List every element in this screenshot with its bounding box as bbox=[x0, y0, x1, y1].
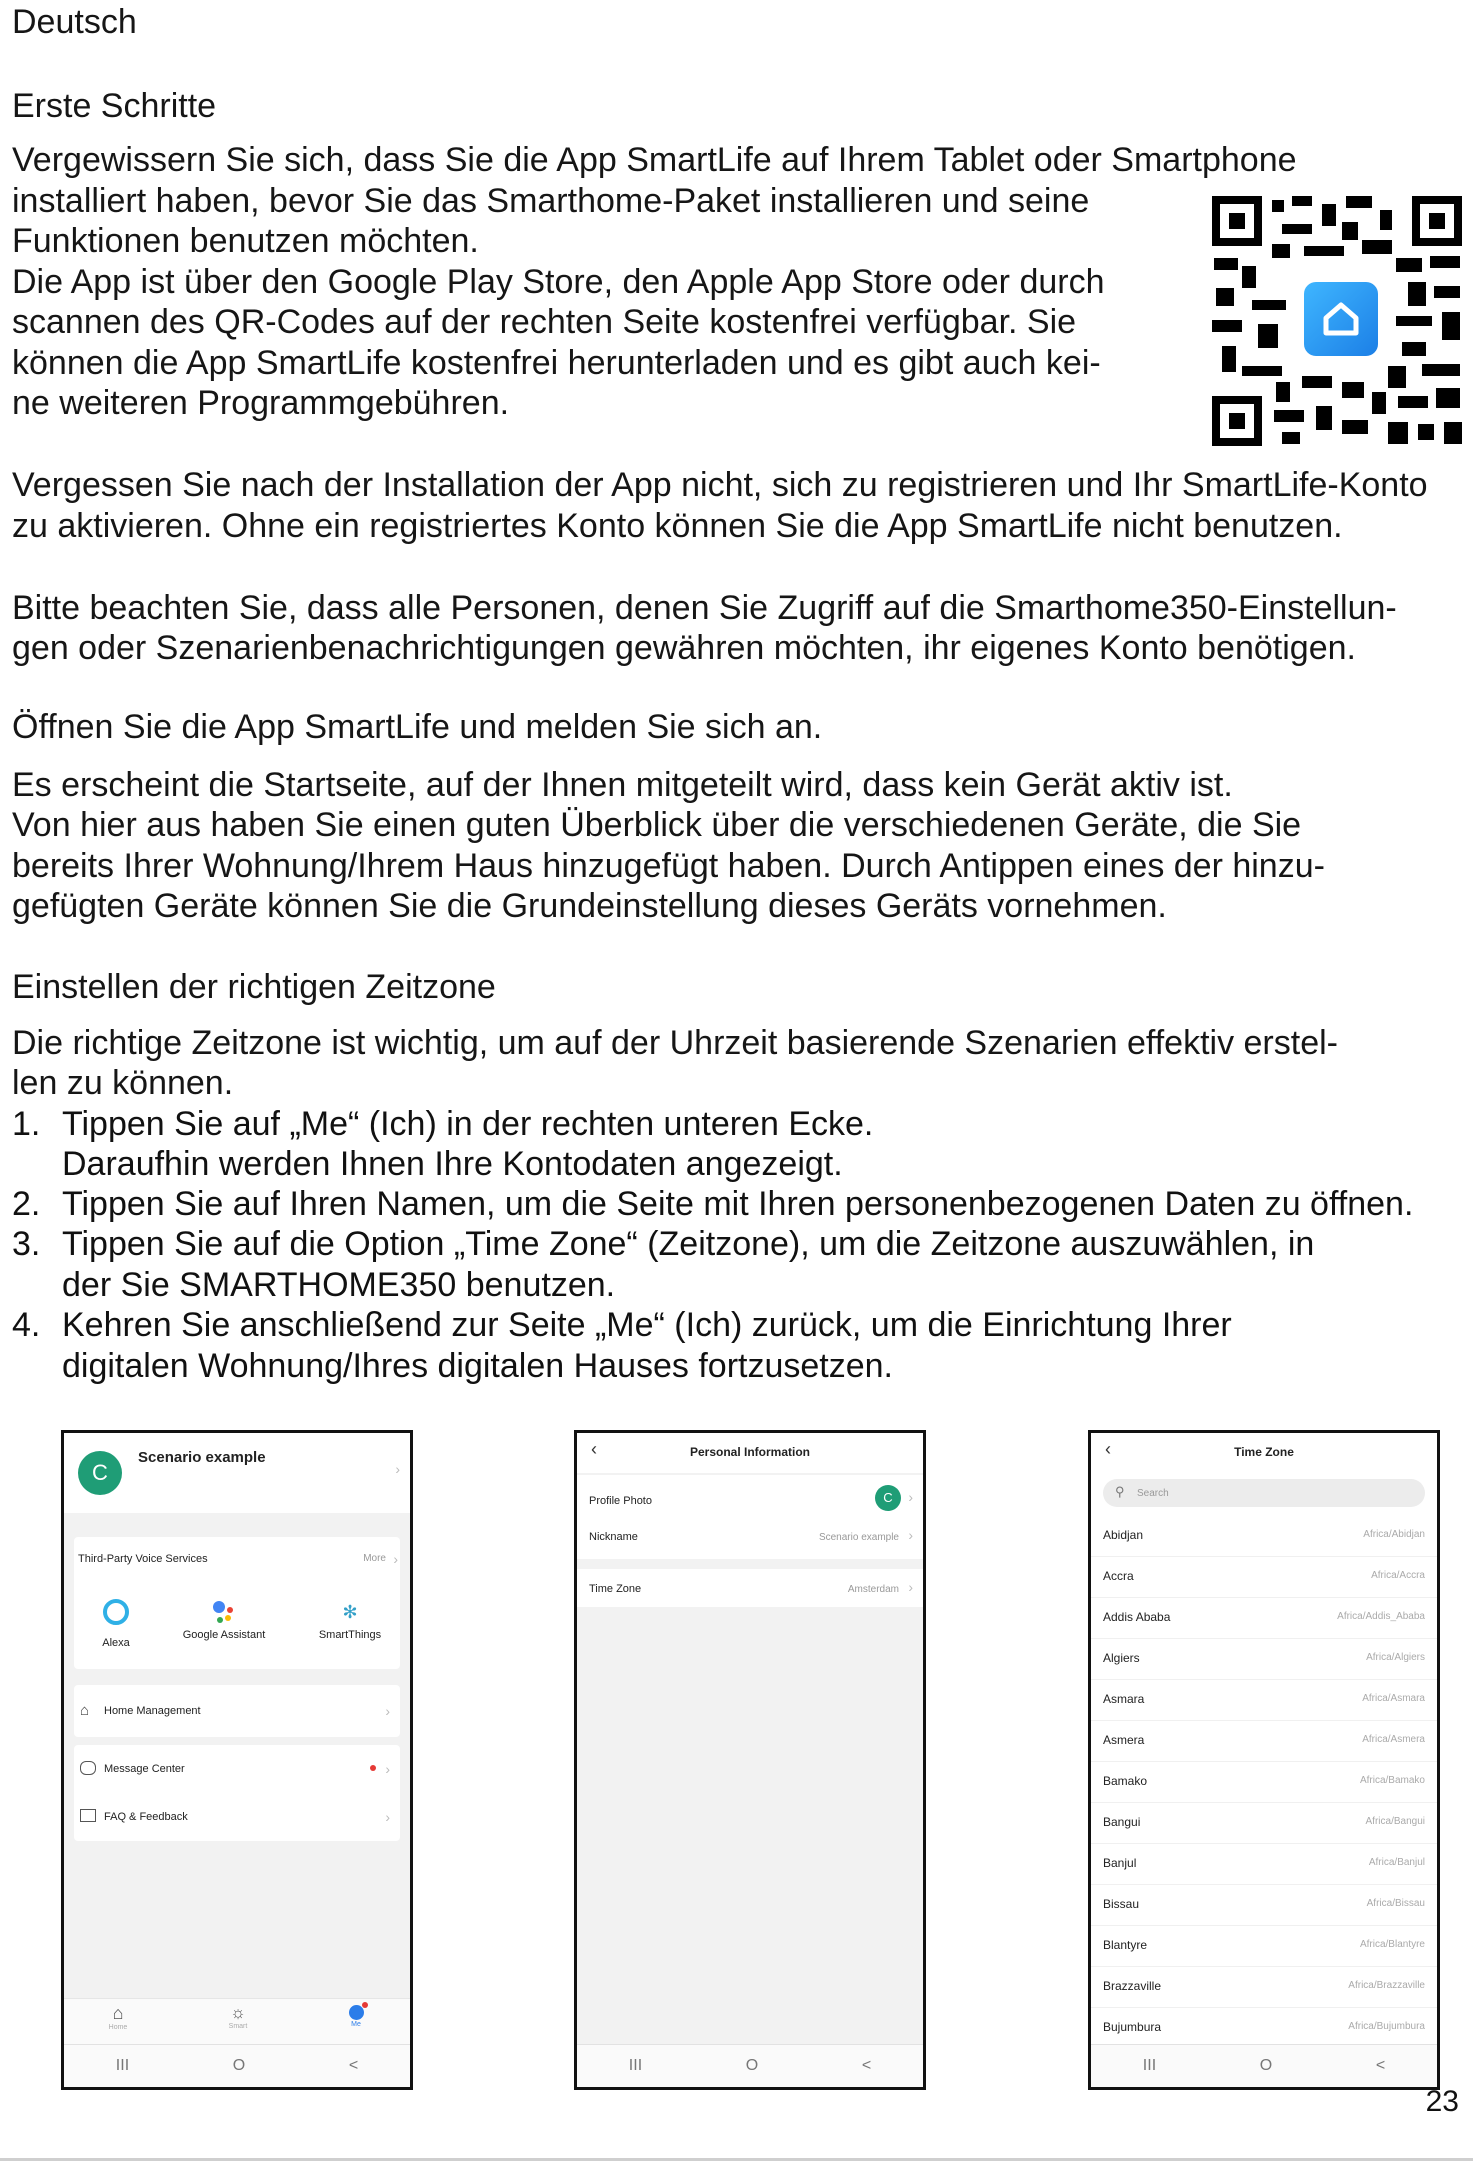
home-icon: ⌂ bbox=[112, 2003, 124, 2023]
top-bar bbox=[1091, 1433, 1437, 1473]
search-icon: ⚲ bbox=[1115, 1484, 1125, 1499]
menu-faq-feedback[interactable] bbox=[74, 1797, 400, 1835]
menu-group bbox=[74, 1745, 400, 1841]
profile-name: Scenario example bbox=[138, 1449, 266, 1466]
smartthings-service[interactable] bbox=[310, 1599, 390, 1641]
profile-section bbox=[577, 1475, 923, 1559]
chevron-right-icon: › bbox=[908, 1527, 913, 1543]
voice-services-title: Third-Party Voice Services bbox=[78, 1553, 208, 1565]
step-number: 4. bbox=[12, 1306, 41, 1344]
tab-me[interactable] bbox=[336, 2003, 376, 2028]
register-line-1: Vergessen Sie nach der Installation der App nicht, sich zu registrieren und Ihr SmartLife-Konto bbox=[12, 466, 1428, 504]
intro-line-6: können die App SmartLife kostenfrei herunterladen und es gibt auch kei- bbox=[12, 344, 1101, 382]
row-label: Time Zone bbox=[589, 1583, 642, 1595]
language-heading: Deutsch bbox=[12, 3, 137, 41]
sun-icon: ☼ bbox=[230, 2003, 246, 2022]
qr-finder bbox=[1412, 196, 1462, 246]
step-3-line-1: Tippen Sie auf die Option „Time Zone“ (Zeitzone), um die Zeitzone auszuwählen, in bbox=[62, 1225, 1315, 1263]
section-heading-getting-started: Erste Schritte bbox=[12, 87, 217, 125]
step-4-line-1: Kehren Sie anschließend zur Seite „Me“ (Ich) zurück, um die Einrichtung Ihrer bbox=[62, 1306, 1232, 1344]
menu-label: Message Center bbox=[104, 1763, 185, 1775]
phone-screenshot-personal-info bbox=[574, 1430, 926, 2090]
phone-screenshot-me bbox=[61, 1430, 413, 2090]
row-label: Profile Photo bbox=[589, 1495, 652, 1507]
profile-header[interactable] bbox=[64, 1433, 410, 1513]
menu-message-center[interactable] bbox=[74, 1749, 400, 1787]
chevron-right-icon: › bbox=[908, 1489, 913, 1505]
menu-label: FAQ & Feedback bbox=[104, 1811, 188, 1823]
list-item[interactable]: Bissau Africa/Bissau bbox=[1091, 1884, 1437, 1926]
chevron-right-icon: › bbox=[385, 1809, 390, 1825]
step-3-line-2: der Sie SMARTHOME350 benutzen. bbox=[62, 1266, 616, 1304]
user-icon bbox=[349, 2005, 364, 2020]
voice-services-card bbox=[74, 1537, 400, 1669]
list-item[interactable]: Blantyre Africa/Blantyre bbox=[1091, 1925, 1437, 1967]
smartthings-label: SmartThings bbox=[318, 1629, 382, 1641]
list-item[interactable]: Accra Africa/Accra bbox=[1091, 1556, 1437, 1598]
open-app-line: Öffnen Sie die App SmartLife und melden Sie sich an. bbox=[12, 708, 823, 746]
search-input[interactable] bbox=[1103, 1479, 1425, 1507]
home-line-1: Es erscheint die Startseite, auf der Ihnen mitgeteilt wird, dass kein Gerät aktiv ist. bbox=[12, 766, 1233, 804]
intro-line-3: Funktionen benutzen möchten. bbox=[12, 222, 479, 260]
android-nav-bar bbox=[64, 2044, 410, 2087]
back-button[interactable]: < bbox=[1375, 2057, 1386, 2074]
back-button[interactable]: < bbox=[348, 2057, 359, 2074]
list-item[interactable]: Addis Ababa Africa/Addis_Ababa bbox=[1091, 1597, 1437, 1639]
page-number: 23 bbox=[1425, 2085, 1459, 2118]
book-icon bbox=[80, 1809, 96, 1822]
row-label: Nickname bbox=[589, 1531, 638, 1543]
qr-finder bbox=[1212, 396, 1262, 446]
top-bar bbox=[577, 1433, 923, 1473]
step-number: 1. bbox=[12, 1105, 41, 1143]
step-1-line-1: Tippen Sie auf „Me“ (Ich) in der rechten unteren Ecke. bbox=[62, 1105, 874, 1143]
access-line-2: gen oder Szenarienbenachrichtigungen gewähren möchten, ihr eigenes Konto benötigen. bbox=[12, 629, 1356, 667]
home-line-2: Von hier aus haben Sie einen guten Überblick über die verschiedenen Geräte, die Sie bbox=[12, 806, 1302, 844]
smartthings-icon: ✻ bbox=[342, 1602, 358, 1622]
alexa-label: Alexa bbox=[102, 1637, 130, 1649]
back-arrow-icon[interactable]: ‹ bbox=[1105, 1439, 1111, 1459]
intro-line-1: Vergewissern Sie sich, dass Sie die App SmartLife auf Ihrem Tablet oder Smartphone bbox=[12, 141, 1297, 179]
unread-badge bbox=[370, 1765, 376, 1771]
avatar: C bbox=[78, 1451, 122, 1495]
step-1-line-2: Daraufhin werden Ihnen Ihre Kontodaten angezeigt. bbox=[62, 1145, 843, 1183]
tz-line-2: len zu können. bbox=[12, 1064, 234, 1102]
chevron-right-icon: › bbox=[385, 1761, 390, 1777]
message-icon bbox=[80, 1761, 96, 1775]
alexa-icon bbox=[103, 1599, 129, 1625]
list-item[interactable]: Asmera Africa/Asmera bbox=[1091, 1720, 1437, 1762]
smartlife-logo-icon bbox=[1298, 276, 1384, 362]
home-line-4: gefügten Geräte können Sie die Grundeinstellung dieses Geräts vornehmen. bbox=[12, 887, 1167, 925]
nickname-value: Scenario example bbox=[818, 1532, 899, 1543]
more-link[interactable]: More bbox=[363, 1553, 386, 1564]
list-item[interactable]: Bujumbura Africa/Bujumbura bbox=[1091, 2007, 1437, 2049]
google-assistant-service[interactable] bbox=[164, 1599, 284, 1641]
search-placeholder: Search bbox=[1137, 1488, 1169, 1499]
intro-line-2: installiert haben, bevor Sie das Smarthome-Paket installieren und seine bbox=[12, 182, 1090, 220]
alexa-service[interactable] bbox=[94, 1599, 138, 1649]
chevron-right-icon: › bbox=[393, 1551, 398, 1567]
back-button[interactable]: < bbox=[861, 2057, 872, 2074]
list-item[interactable]: Asmara Africa/Asmara bbox=[1091, 1679, 1437, 1721]
tab-label: Home bbox=[108, 2024, 128, 2031]
row-nickname[interactable] bbox=[577, 1517, 923, 1555]
page-title: Time Zone bbox=[1234, 1445, 1294, 1459]
list-item[interactable]: Brazzaville Africa/Brazzaville bbox=[1091, 1966, 1437, 2008]
tab-bar bbox=[64, 1998, 410, 2045]
register-line-2: zu aktivieren. Ohne ein registriertes Konto können Sie die App SmartLife nicht benutzen. bbox=[12, 507, 1343, 545]
chevron-right-icon: › bbox=[908, 1579, 913, 1595]
home-button[interactable]: O bbox=[232, 2057, 246, 2074]
home-button[interactable]: O bbox=[1259, 2057, 1273, 2074]
google-assistant-icon bbox=[209, 1599, 239, 1625]
list-item[interactable]: Bangui Africa/Bangui bbox=[1091, 1802, 1437, 1844]
access-line-1: Bitte beachten Sie, dass alle Personen, denen Sie Zugriff auf die Smarthome350-Einstellun- bbox=[12, 589, 1397, 627]
android-nav-bar bbox=[577, 2044, 923, 2087]
home-line-3: bereits Ihrer Wohnung/Ihrem Haus hinzugefügt haben. Durch Antippen eines der hinzu- bbox=[12, 847, 1325, 885]
timezone-value: Amsterdam bbox=[847, 1584, 899, 1595]
qr-finder bbox=[1212, 196, 1262, 246]
notification-dot bbox=[362, 2002, 368, 2008]
step-number: 2. bbox=[12, 1185, 41, 1223]
chevron-right-icon: › bbox=[385, 1703, 390, 1719]
menu-label: Home Management bbox=[104, 1705, 201, 1717]
back-arrow-icon[interactable]: ‹ bbox=[591, 1439, 597, 1459]
step-number: 3. bbox=[12, 1225, 41, 1263]
step-4-line-2: digitalen Wohnung/Ihres digitalen Hauses fortzusetzen. bbox=[62, 1347, 893, 1385]
phone-screenshot-time-zone bbox=[1088, 1430, 1440, 2090]
intro-line-7: ne weiteren Programmgebühren. bbox=[12, 384, 510, 422]
chevron-right-icon: › bbox=[395, 1461, 400, 1477]
row-time-zone[interactable] bbox=[577, 1569, 923, 1607]
list-item[interactable]: Algiers Africa/Algiers bbox=[1091, 1638, 1437, 1680]
tab-label: Me bbox=[351, 2021, 361, 2028]
intro-line-4: Die App ist über den Google Play Store, den Apple App Store oder durch bbox=[12, 263, 1105, 301]
tab-smart[interactable] bbox=[218, 2003, 258, 2030]
avatar: C bbox=[875, 1485, 901, 1511]
intro-line-5: scannen des QR-Codes auf der rechten Seite kostenfrei verfügbar. Sie bbox=[12, 303, 1077, 341]
recent-apps-button[interactable]: III bbox=[115, 2057, 130, 2074]
google-assistant-label: Google Assistant bbox=[182, 1629, 266, 1641]
menu-home-management[interactable] bbox=[74, 1685, 400, 1737]
android-nav-bar bbox=[1091, 2044, 1437, 2087]
tab-home[interactable] bbox=[98, 2003, 138, 2031]
home-icon: ⌂ bbox=[80, 1702, 90, 1719]
section-heading-timezone: Einstellen der richtigen Zeitzone bbox=[12, 968, 496, 1006]
tz-line-1: Die richtige Zeitzone ist wichtig, um auf der Uhrzeit basierende Szenarien effektiv erstel- bbox=[12, 1024, 1338, 1062]
tab-label: Smart bbox=[228, 2023, 248, 2030]
page-title: Personal Information bbox=[689, 1445, 811, 1459]
list-item[interactable]: Bamako Africa/Bamako bbox=[1091, 1761, 1437, 1803]
list-item[interactable]: Abidjan Africa/Abidjan bbox=[1091, 1515, 1437, 1557]
bottom-divider bbox=[0, 2158, 1473, 2161]
list-item[interactable]: Banjul Africa/Banjul bbox=[1091, 1843, 1437, 1885]
recent-apps-button[interactable]: III bbox=[628, 2057, 643, 2074]
row-profile-photo[interactable] bbox=[577, 1479, 923, 1517]
home-button[interactable]: O bbox=[745, 2057, 759, 2074]
qr-code bbox=[1212, 196, 1462, 446]
step-2-line-1: Tippen Sie auf Ihren Namen, um die Seite mit Ihren personenbezogenen Daten zu öffnen. bbox=[62, 1185, 1414, 1223]
recent-apps-button[interactable]: III bbox=[1142, 2057, 1157, 2074]
